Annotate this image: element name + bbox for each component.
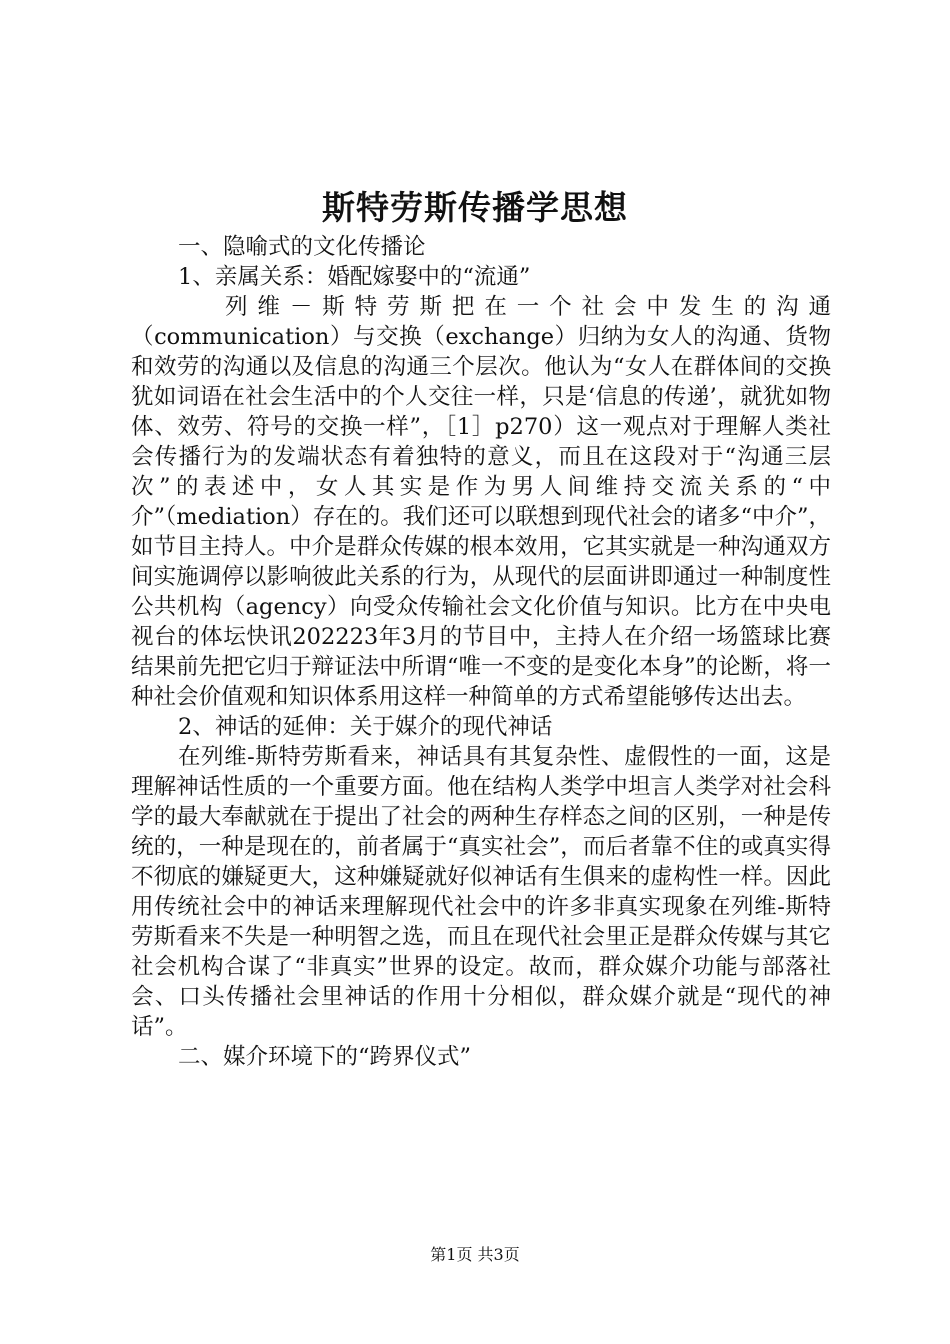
section-heading-2: 二、媒介环境下的“跨界仪式” [178,1044,472,1070]
body-paragraph-1: 列维－斯特劳斯把在一个社会中发生的沟通（communication）与交换（exchange）归纳为女人的沟通、货物和效劳的沟通以及信息的沟通三个层次。他认为“女人在群体间的交换犹如词语在社会生活中的个人交往一样，只是‘信息的传递’，就犹如物体、效劳、符号的交换一样”，［1］p270）这一观点对于理解人类社会传播行为的发端状态有着独特的意义，而且在这段对于“沟通三层次”的表述中，女人其实是作为男人间维持交流关系的“中介”（mediation）存在的。我们还可以联想到现代社会的诸多“中介”，如节目主持人。中介是群众传媒的根本效用，它其实就是一种沟通双方间实施调停以影响彼此关系的行为，从现代的层面讲即通过一种制度性公共机构（agency）向受众传输社会文化价值与知识。比方在中央电视台的体坛快讯202223年3月的节目中，主持人在介绍一场篮球比赛结果前先把它归于辩证法中所谓“唯一不变的是变化本身”的论断，将一种社会价值观和知识体系用这样一种简单的方式希望能够传达出去。 [131,294,831,710]
section-heading-1: 一、隐喻式的文化传播论 [178,234,426,260]
subsection-heading-1: 1、亲属关系：婚配嫁娶中的“流通” [178,264,531,290]
document-body [131,232,831,1072]
subsection-heading-2: 2、神话的延伸：关于媒介的现代神话 [178,714,553,740]
body-paragraph-2: 在列维-斯特劳斯看来，神话具有其复杂性、虚假性的一面，这是理解神话性质的一个重要方面。他在结构人类学中坦言人类学对社会科学的最大奉献就在于提出了社会的两种生存样态之间的区别，一种是传统的，一种是现在的，前者属于“真实社会”，而后者靠不住的或真实得不彻底的嫌疑更大，这种嫌疑就好似神话有生俱来的虚构性一样。因此用传统社会中的神话来理解现代社会中的许多非真实现象在列维-斯特劳斯看来不失是一种明智之选，而且在现代社会里正是群众传媒与其它社会机构合谋了“非真实”世界的设定。故而，群众媒介功能与部落社会、口头传播社会里神话的作用十分相似，群众媒介就是“现代的神话”。 [131,744,831,1040]
page-footer: 第1页 共3页 [430,1245,520,1264]
document-title: 斯特劳斯传播学思想 [322,188,628,227]
